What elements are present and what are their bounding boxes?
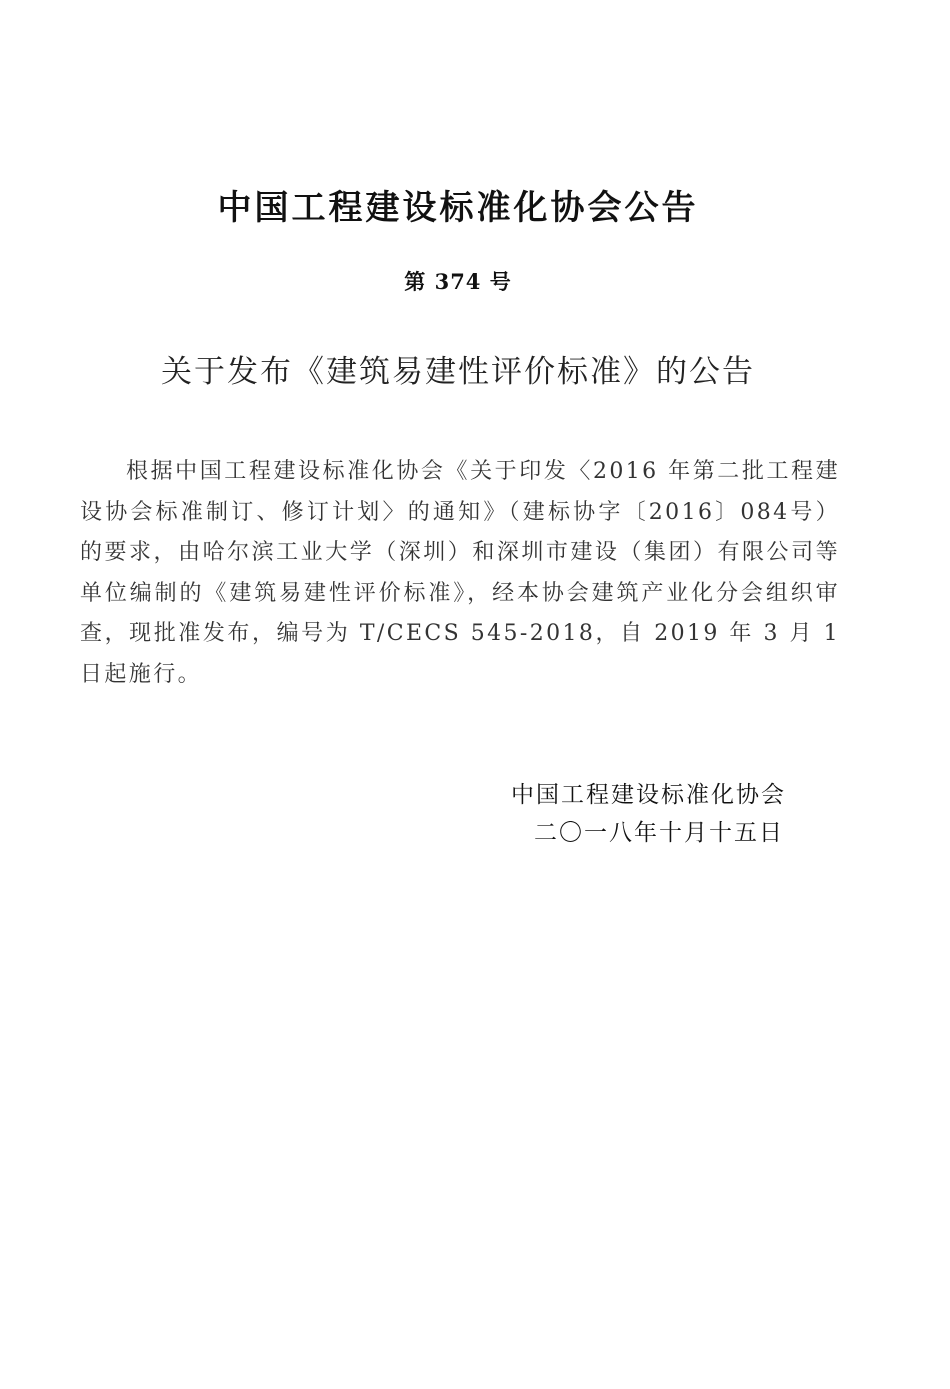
signing-organization: 中国工程建设标准化协会: [511, 782, 786, 808]
announcement-number: 第 374 号: [404, 269, 512, 294]
signing-date: 二〇一八年十月十五日: [534, 820, 784, 846]
notice-title: 关于发布《建筑易建性评价标准》的公告: [161, 354, 755, 390]
signature-block: [0, 776, 786, 852]
announcement-body: 根据中国工程建设标准化协会《关于印发〈2016 年第二批工程建设协会标准制订、修订计划〉的通知》（建标协字〔2016〕084号）的要求，由哈尔滨工业大学（深圳）和深圳市建设（集团）有限公司等单位编制的《建筑易建性评价标准》，经本协会建筑产业化分会组织审查，现批准发布，编号为 T/CECS 545-2018，自 2019 年 3 月 1 日起施行。: [80, 459, 840, 687]
organization-title: 中国工程建设标准化协会公告: [217, 188, 699, 228]
